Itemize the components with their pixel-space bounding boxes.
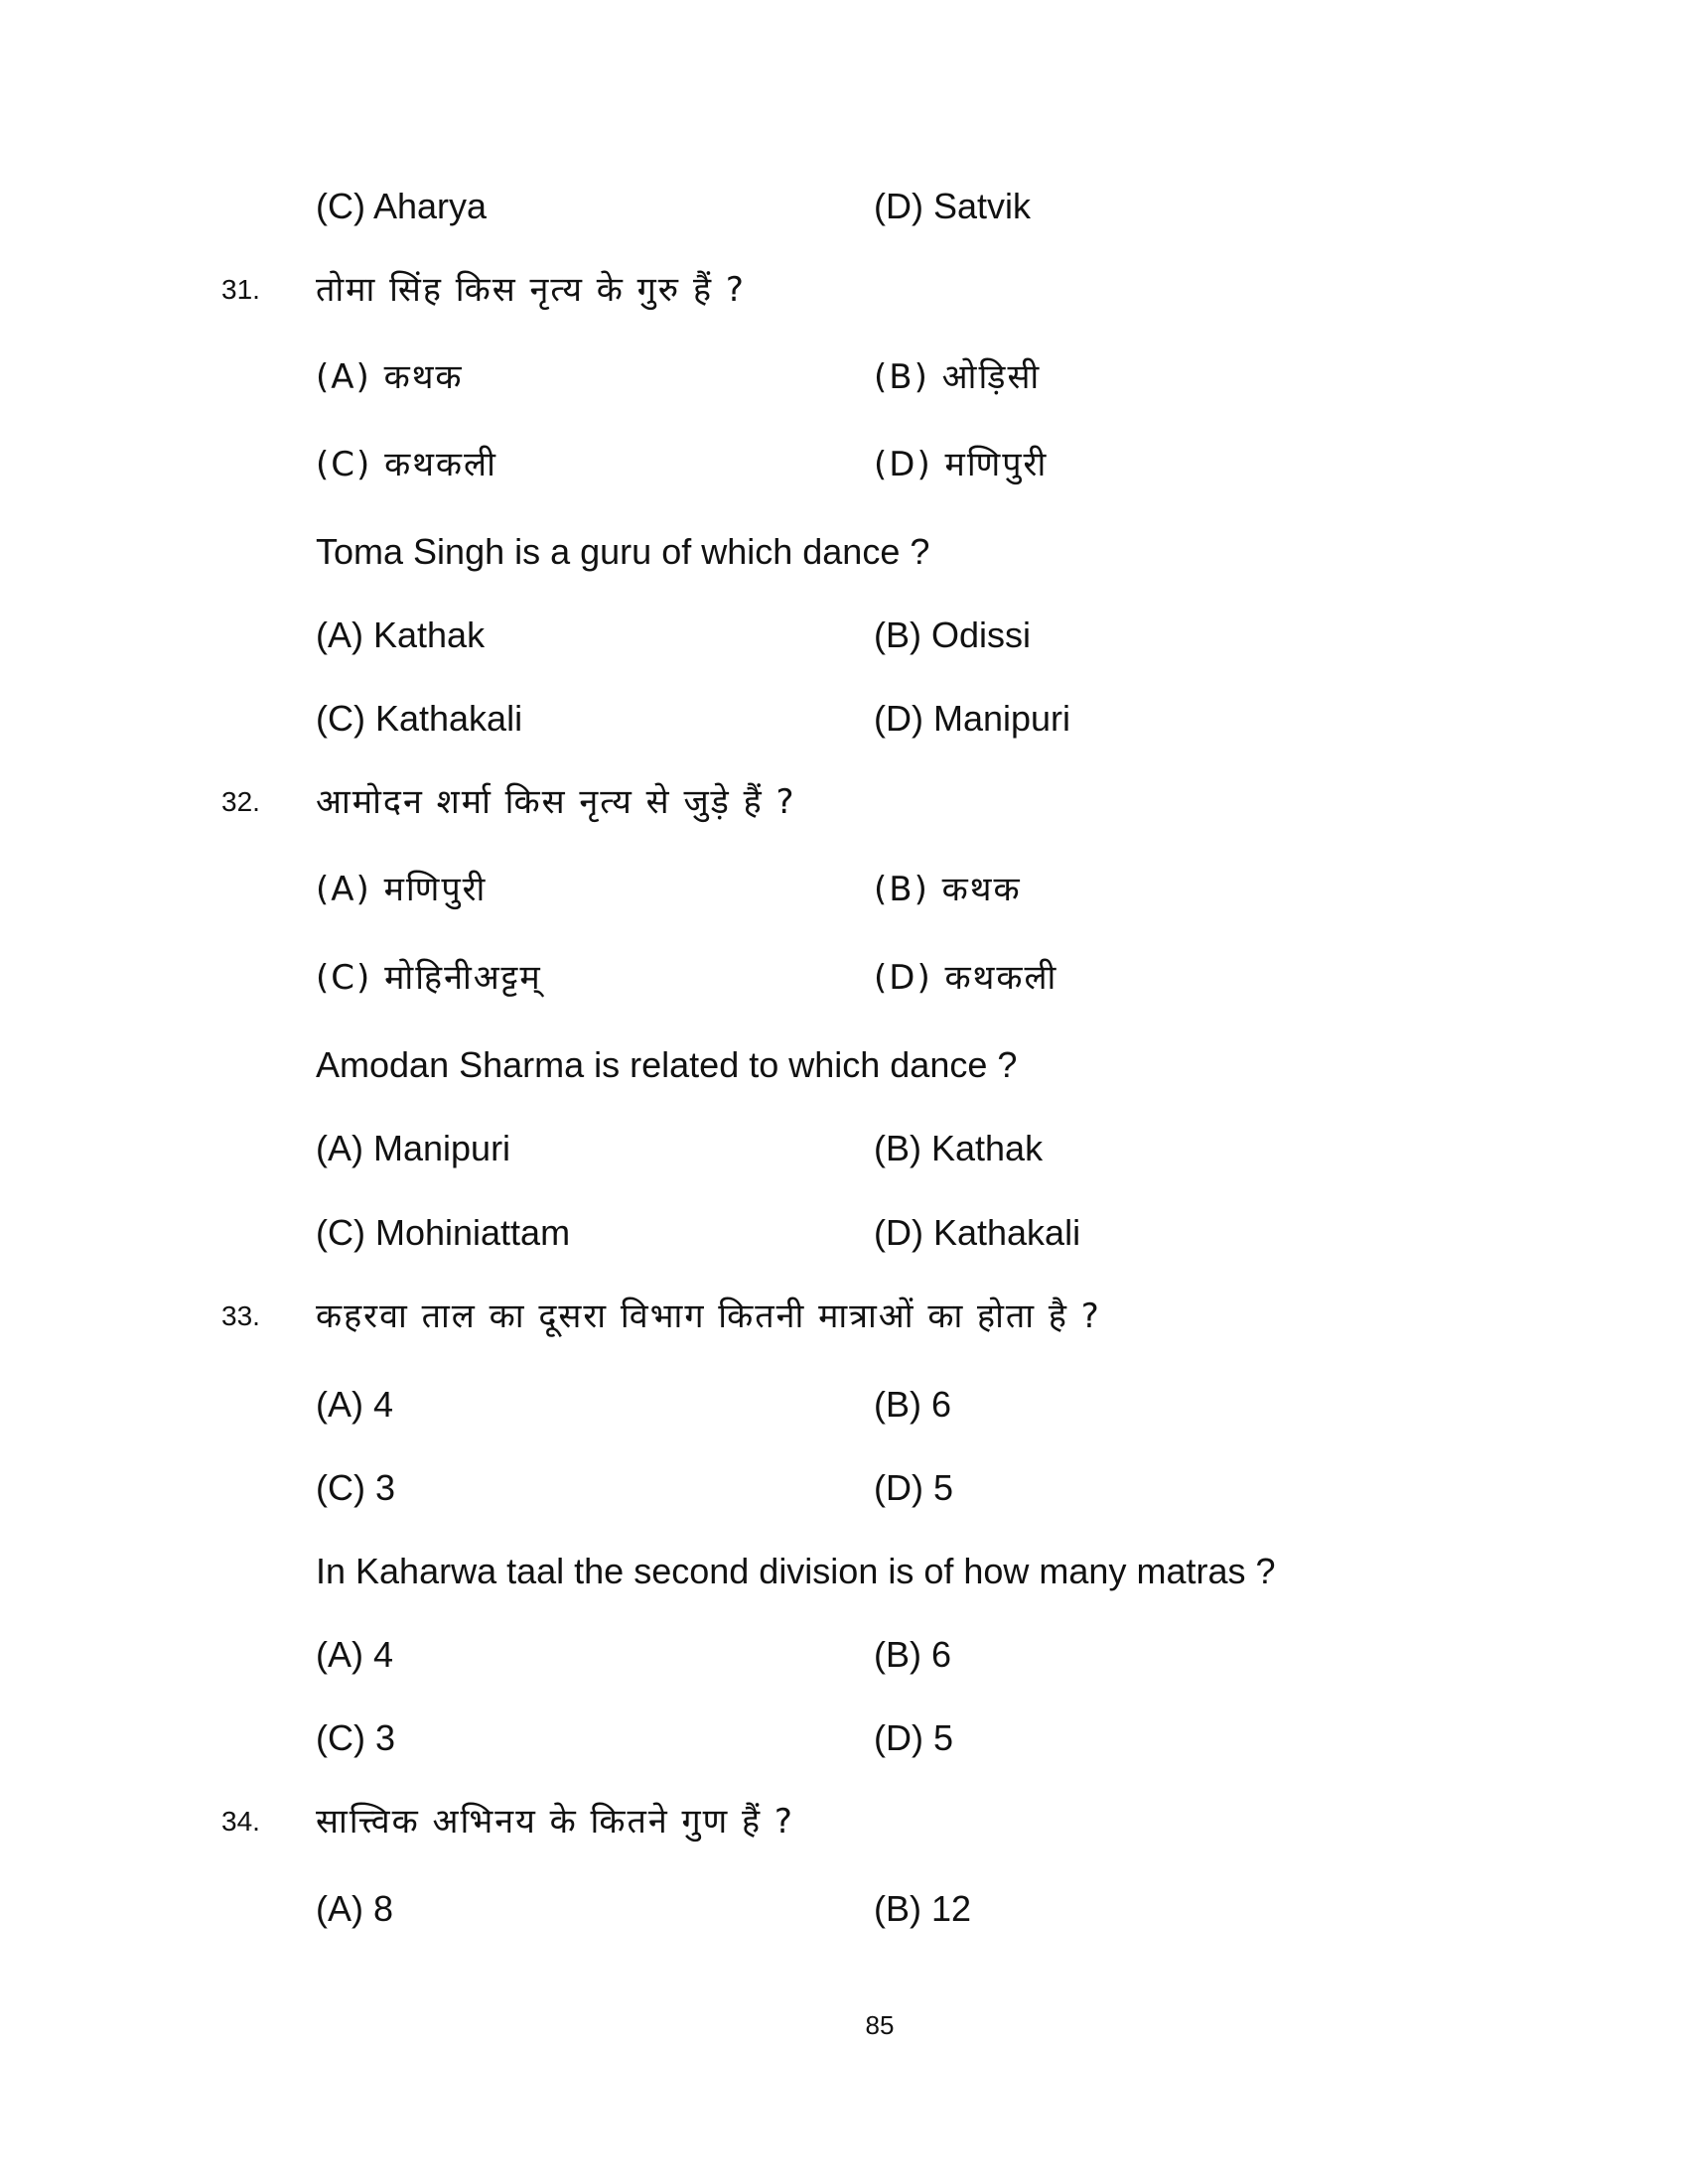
question-33-hindi bbox=[0, 1287, 1688, 1346]
question-32-hindi-options-cd bbox=[0, 948, 1688, 1008]
question-text-hindi: कहरवा ताल का दूसरा विभाग कितनी मात्राओं का होता है ? bbox=[316, 1297, 1101, 1336]
question-text-english: Amodan Sharma is related to which dance ? bbox=[316, 1044, 1018, 1085]
option-d: (D) 5 bbox=[874, 1467, 953, 1508]
option-d: (D) Kathakali bbox=[874, 1212, 1081, 1253]
question-31-hindi-options-cd bbox=[0, 435, 1688, 494]
option-b: (B) 6 bbox=[874, 1384, 952, 1425]
option-d: (D) कथकली bbox=[874, 958, 1058, 998]
question-32-english bbox=[0, 1035, 1688, 1095]
question-32-english-options-cd bbox=[0, 1203, 1688, 1263]
option-a: (A) 4 bbox=[316, 1384, 394, 1425]
question-33-english-options-cd bbox=[0, 1708, 1688, 1768]
option-b: (B) कथक bbox=[874, 870, 1022, 909]
question-31-hindi bbox=[0, 260, 1688, 320]
question-number: 34. bbox=[221, 1806, 260, 1837]
option-a: (A) 4 bbox=[316, 1634, 394, 1675]
question-32-english-options-ab bbox=[0, 1119, 1688, 1178]
question-33-english bbox=[0, 1542, 1688, 1601]
option-c: (C) कथकली bbox=[316, 445, 497, 484]
question-31-english-options-ab bbox=[0, 606, 1688, 665]
option-a: (A) कथक bbox=[316, 357, 464, 397]
option-c: (C) Mohiniattam bbox=[316, 1212, 571, 1253]
option-d: (D) Satvik bbox=[874, 186, 1032, 226]
question-31-english bbox=[0, 522, 1688, 582]
option-c: (C) मोहिनीअट्टम् bbox=[316, 958, 542, 998]
option-a: (A) 8 bbox=[316, 1888, 394, 1929]
question-text-hindi: सात्त्विक अभिनय के कितने गुण हैं ? bbox=[316, 1802, 794, 1842]
question-33-english-options-ab bbox=[0, 1625, 1688, 1685]
question-number: 32. bbox=[221, 786, 260, 817]
question-34-hindi bbox=[0, 1792, 1688, 1851]
question-32-hindi bbox=[0, 772, 1688, 832]
question-text-hindi: आमोदन शर्मा किस नृत्य से जुड़े हैं ? bbox=[316, 782, 796, 822]
option-c: (C) 3 bbox=[316, 1467, 395, 1508]
option-c: (C) 3 bbox=[316, 1717, 395, 1758]
question-number: 33. bbox=[221, 1300, 260, 1331]
option-d: (D) Manipuri bbox=[874, 698, 1071, 739]
question-text-english: Toma Singh is a guru of which dance ? bbox=[316, 531, 930, 572]
question-33-hindi-options-ab bbox=[0, 1375, 1688, 1434]
option-b: (B) ओड़िसी bbox=[874, 357, 1042, 397]
question-31-english-options-cd bbox=[0, 689, 1688, 749]
option-a: (A) Manipuri bbox=[316, 1128, 511, 1168]
option-d: (D) 5 bbox=[874, 1717, 953, 1758]
option-b: (B) 6 bbox=[874, 1634, 952, 1675]
option-c: (C) Aharya bbox=[316, 186, 488, 226]
question-number: 31. bbox=[221, 274, 260, 305]
page-number: 85 bbox=[865, 2010, 895, 2040]
question-text-hindi: तोमा सिंह किस नृत्य के गुरु हैं ? bbox=[316, 270, 746, 310]
option-c: (C) Kathakali bbox=[316, 698, 523, 739]
option-d: (D) मणिपुरी bbox=[874, 445, 1049, 484]
option-b: (B) Kathak bbox=[874, 1128, 1044, 1168]
question-text-english: In Kaharwa taal the second division is of how many matras ? bbox=[316, 1551, 1276, 1591]
option-b: (B) Odissi bbox=[874, 614, 1032, 655]
question-31-hindi-options-ab bbox=[0, 347, 1688, 407]
question-33-hindi-options-cd bbox=[0, 1458, 1688, 1518]
option-b: (B) 12 bbox=[874, 1888, 972, 1929]
option-a: (A) Kathak bbox=[316, 614, 486, 655]
question-30-options-row-cd bbox=[0, 177, 1688, 236]
question-34-hindi-options-ab bbox=[0, 1879, 1688, 1939]
question-32-hindi-options-ab bbox=[0, 860, 1688, 919]
option-a: (A) मणिपुरी bbox=[316, 870, 488, 909]
